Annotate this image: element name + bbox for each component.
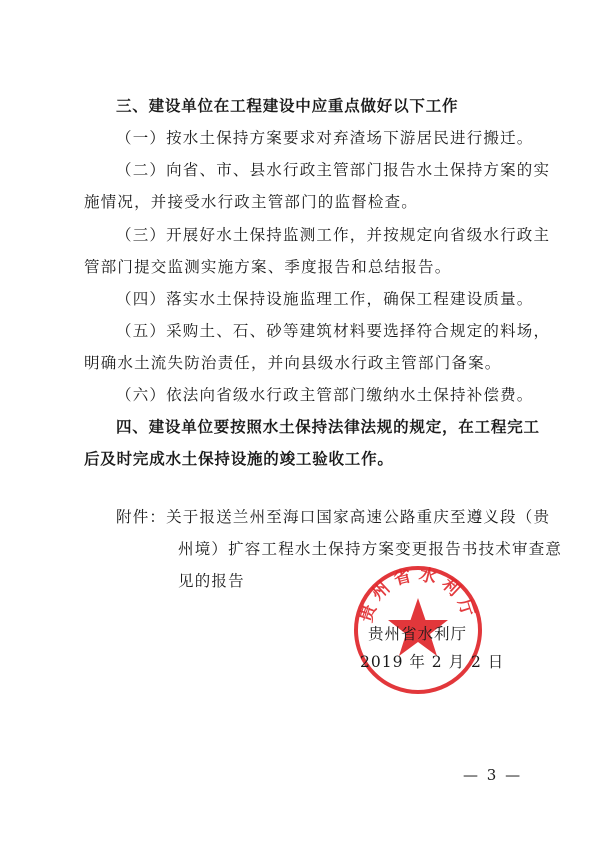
section-3-item-6: （六）依法向省级水行政主管部门缴纳水土保持补偿费。 (116, 386, 534, 404)
section-3-item-4: （四）落实水土保持设施监理工作，确保工程建设质量。 (116, 290, 534, 308)
attachment-line-3: 见的报告 (178, 572, 245, 590)
section-4-heading: 四、建设单位要按照水土保持法律法规的规定，在工程完工 (116, 418, 540, 436)
section-3-item-2-cont: 施情况，并接受水行政主管部门的监督检查。 (84, 193, 419, 211)
seal-text: 贵州省水利厅 (356, 564, 480, 625)
issue-date: 2019 年 2 月 2 日 (360, 653, 505, 671)
page-number: — 3 — (463, 766, 523, 784)
issuing-organization: 贵州省水利厅 (368, 625, 468, 643)
section-3-item-5-cont: 明确水土流失防治责任，并向县级水行政主管部门备案。 (84, 354, 502, 372)
section-3-item-3: （三）开展好水土保持监测工作，并按规定向省级水行政主 (116, 226, 551, 244)
section-3-item-5: （五）采购土、石、砂等建筑材料要选择符合规定的料场， (116, 322, 551, 340)
section-3-heading: 三、建设单位在工程建设中应重点做好以下工作 (116, 97, 459, 115)
section-3-item-2: （二）向省、市、县水行政主管部门报告水土保持方案的实 (116, 161, 551, 179)
section-3-item-1: （一）按水土保持方案要求对弃渣场下游居民进行搬迁。 (116, 129, 534, 147)
attachment-line-2: 州境）扩容工程水土保持方案变更报告书技术审查意 (178, 540, 563, 558)
section-3-item-3-cont: 管部门提交监测实施方案、季度报告和总结报告。 (84, 258, 452, 276)
attachment-line-1: 附件：关于报送兰州至海口国家高速公路重庆至遵义段（贵 (116, 508, 551, 526)
section-4-heading-cont: 后及时完成水土保持设施的竣工验收工作。 (84, 450, 394, 468)
